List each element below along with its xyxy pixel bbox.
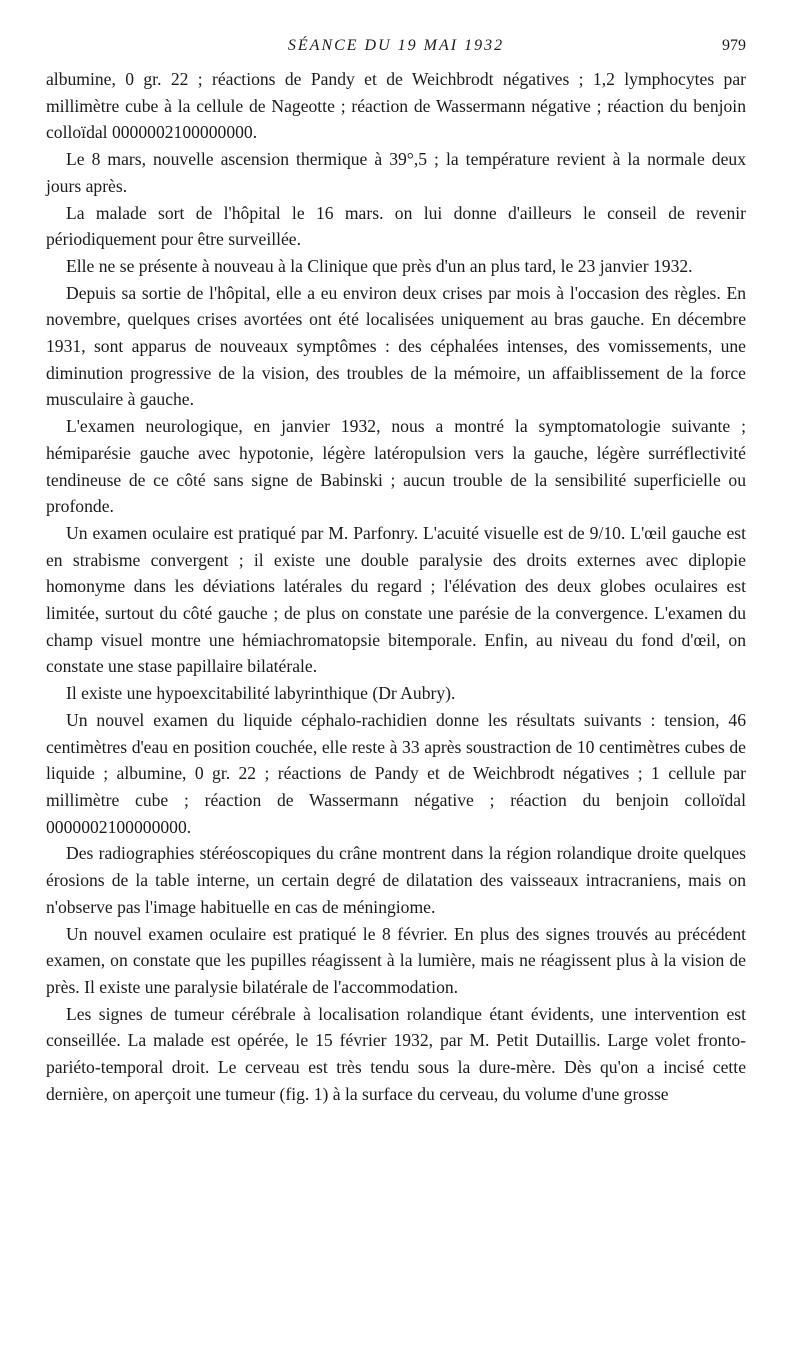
paragraph-4: Elle ne se présente à nouveau à la Clinique que près d'un an plus tard, le 23 janvier 1932. [66,255,693,276]
paragraph-12: Les signes de tumeur cérébrale à localisation rolandique étant évidents, une intervention est conseillée. La malade est opérée, le 15 février 1932, par M. Petit Dutaillis. Large volet fronto-pariéto-temporal droit. Le cerveau est très tendu sous la dure-mère. Dès qu'on a incisé cette dernière, on aperçoit une tumeur (fig. 1) à la surface du cerveau, du volume d'une grosse [46,1003,746,1104]
body-text [46,66,746,1107]
paragraph-2: Le 8 mars, nouvelle ascension thermique à 39°,5 ; la température revient à la normale deux jours après. [46,149,746,196]
running-title: SÉANCE DU 19 MAI 1932 [287,37,505,54]
paragraph-11: Un nouvel examen oculaire est pratiqué le 8 février. En plus des signes trouvés au précédent examen, on constate que les pupilles réagissent à la lumière, mais ne réagissent plus à la vision de près. Il existe une paralysie bilatérale de l'accommodation. [46,923,746,997]
paragraph-1: albumine, 0 gr. 22 ; réactions de Pandy et de Weichbrodt négatives ; 1,2 lymphocytes par millimètre cube à la cellule de Nageotte ; réaction de Wassermann négative ; réaction du benjoin colloïdal 0000002100000000. [46,69,746,143]
paragraph-5: Depuis sa sortie de l'hôpital, elle a eu environ deux crises par mois à l'occasion des règles. En novembre, quelques crises avortées ont été localisées uniquement au bras gauche. En décembre 1931, sont apparus de nouveaux symptômes : des céphalées intenses, des vomissements, une diminution progressive de la vision, des troubles de la mémoire, un affaiblissement de la force musculaire à gauche. [46,282,746,410]
paragraph-8: Il existe une hypoexcitabilité labyrinthique (Dr Aubry). [66,683,456,704]
paragraph-6: L'examen neurologique, en janvier 1932, nous a montré la symptomatologie suivante ; hémiparésie gauche avec hypotonie, légère latéropulsion vers la gauche, légère surréflectivité tendineuse de ce côté sans signe de Babinski ; aucun trouble de la sensibilité superficielle ou profonde. [46,416,746,517]
page-number: 979 [722,37,746,54]
paragraph-9: Un nouvel examen du liquide céphalo-rachidien donne les résultats suivants : tension, 46 centimètres d'eau en position couchée, elle reste à 33 après soustraction de 10 centimètres cubes de liquide ; albumine, 0 gr. 22 ; réactions de Pandy et de Weichbrodt négatives ; 1 cellule par millimètre cube ; réaction de Wassermann négative ; réaction du benjoin colloïdal 0000002100000000. [46,709,746,837]
running-head [46,34,746,58]
paragraph-10: Des radiographies stéréoscopiques du crâne montrent dans la région rolandique droite quelques érosions de la table interne, un certain degré de dilatation des vaisseaux intracraniens, mais on n'observe pas l'image habituelle en cas de méningiome. [46,843,746,917]
paragraph-3: La malade sort de l'hôpital le 16 mars. on lui donne d'ailleurs le conseil de revenir périodiquement pour être surveillée. [46,202,746,250]
paragraph-7: Un examen oculaire est pratiqué par M. Parfonry. L'acuité visuelle est de 9/10. L'œil gauche est en strabisme convergent ; il existe une double paralysie des droits externes avec diplopie homonyme dans les déviations latérales du regard ; l'élévation des deux globes oculaires est limitée, surtout du côté gauche ; de plus on constate une parésie de la convergence. L'examen du champ visuel montre une hémiachromatopsie bitemporale. Enfin, au niveau du fond d'œil, on constate une stase papillaire bilatérale. [46,522,746,677]
